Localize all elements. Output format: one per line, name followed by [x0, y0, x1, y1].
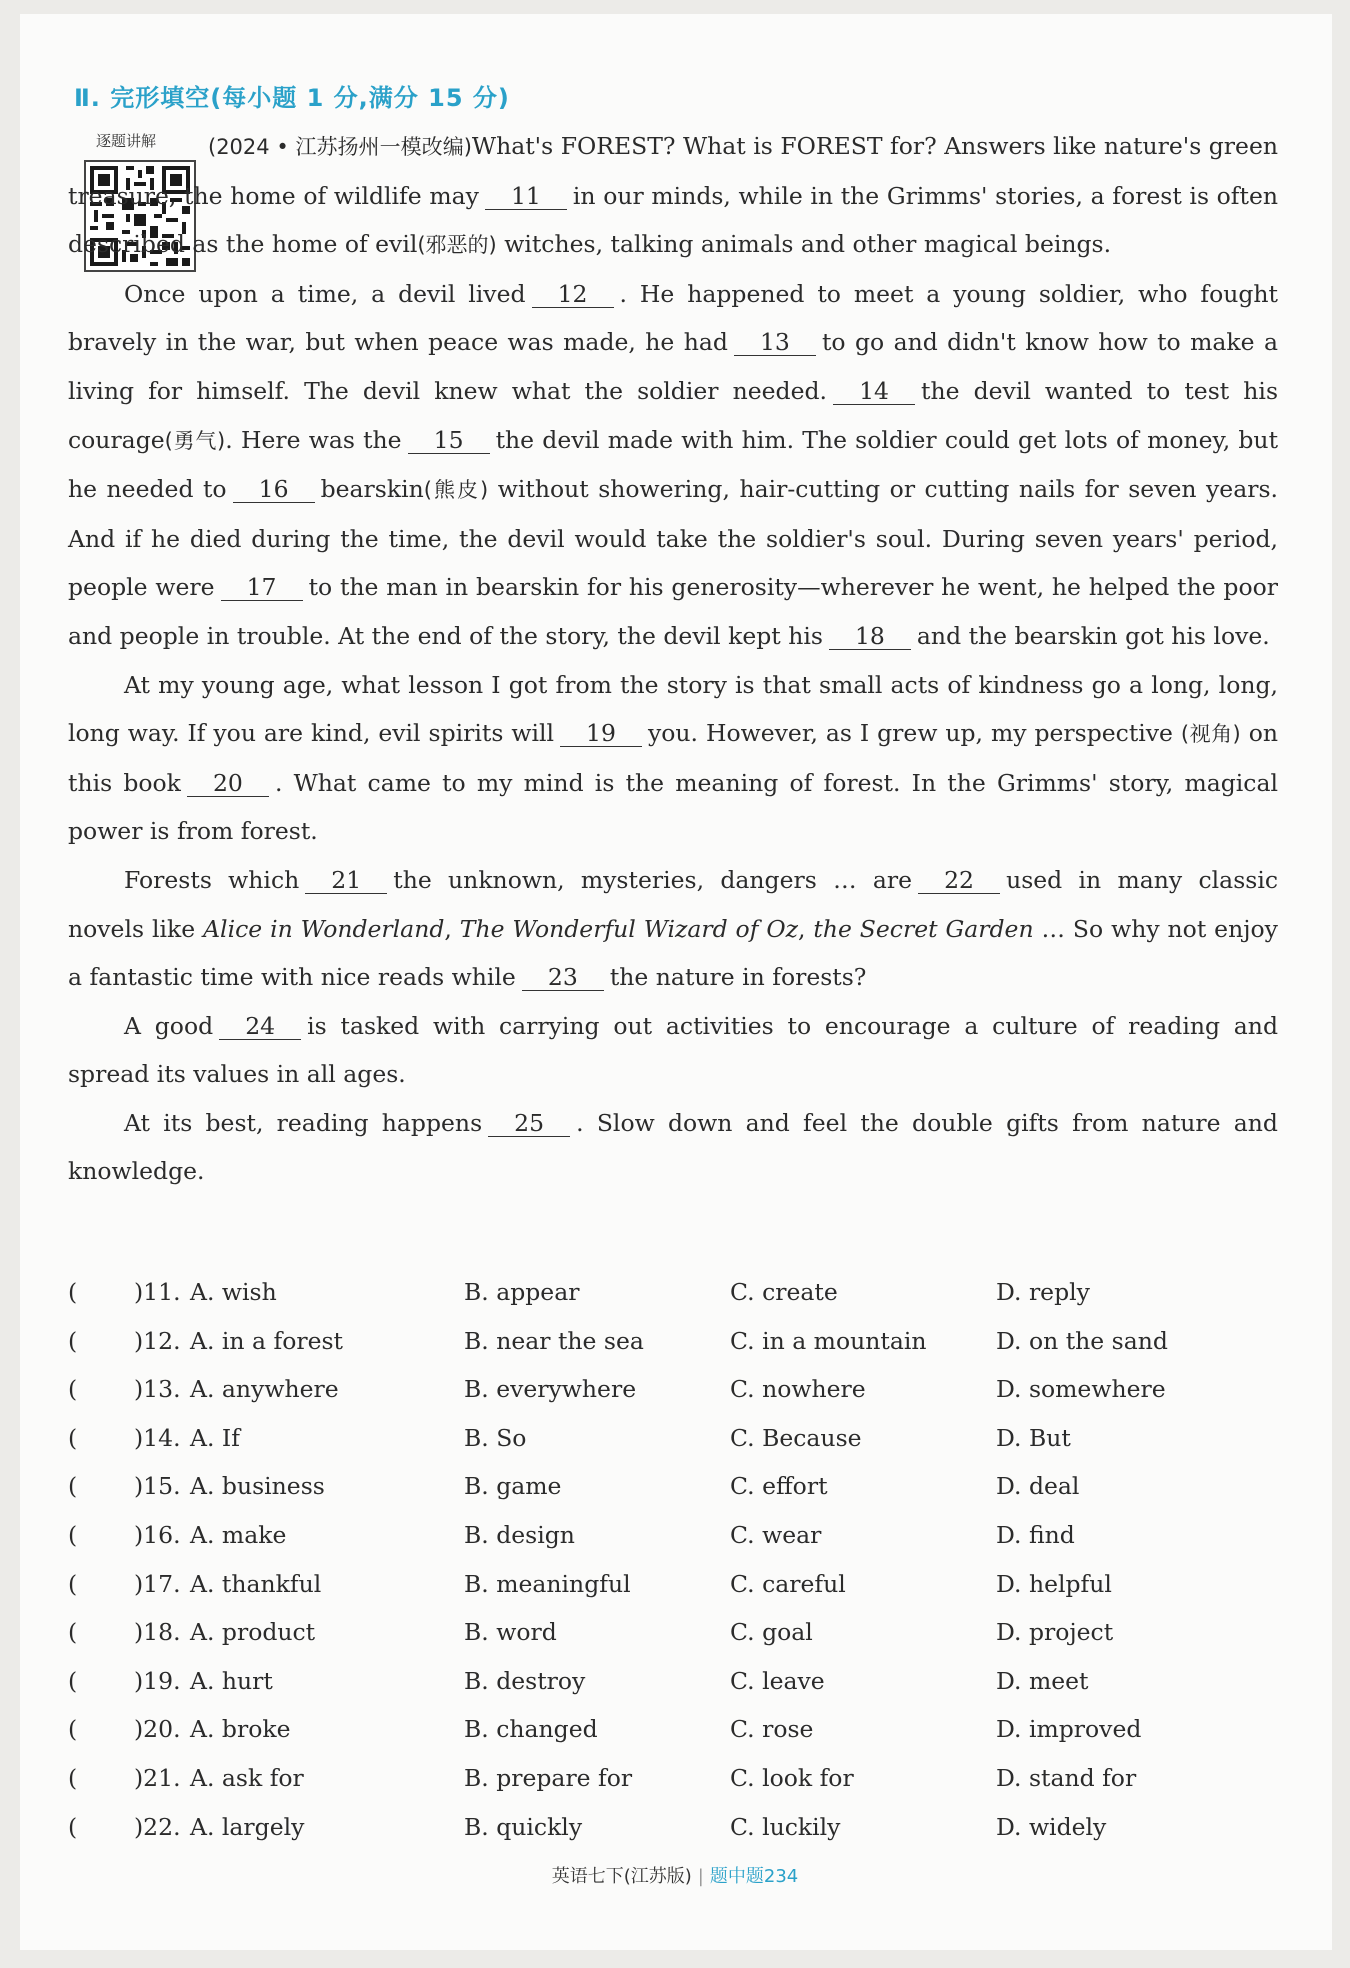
question-number: )21.	[134, 1763, 181, 1792]
option-d[interactable]: D. meet	[996, 1666, 1089, 1695]
answer-paren[interactable]: (	[68, 1618, 78, 1647]
option-a[interactable]: A. business	[190, 1472, 325, 1501]
option-b[interactable]: B. word	[464, 1618, 557, 1647]
text-segment: A good	[124, 1011, 214, 1040]
option-a[interactable]: A. hurt	[190, 1666, 273, 1695]
text-segment: What's FOREST? What is FOREST for? Answers like nature's green treasure, the home of wildlife may	[68, 132, 1278, 210]
option-d[interactable]: D. widely	[996, 1812, 1107, 1841]
option-c[interactable]: C. Because	[730, 1423, 862, 1452]
question-number: )12.	[134, 1326, 181, 1355]
option-row-12	[68, 1327, 1288, 1376]
text-segment: the devil made with him. The soldier could get lots of money, but he needed to	[68, 425, 1279, 504]
text-segment: the nature in forests?	[609, 963, 867, 992]
question-number: )16.	[134, 1520, 181, 1549]
paragraph-3	[68, 661, 1278, 856]
blank-12[interactable]: 12	[532, 281, 614, 308]
text-segment: you. However, as I grew up, my perspective	[648, 719, 1173, 748]
text-segment: in our minds, while in the Grimms' stories, a forest is often described as the home of evil	[68, 181, 1278, 259]
option-b[interactable]: B. prepare for	[464, 1763, 633, 1792]
option-b[interactable]: B. quickly	[464, 1812, 583, 1841]
text-segment: the devil wanted to test his courage	[68, 376, 1279, 454]
blank-18[interactable]: 18	[829, 623, 911, 650]
question-number: )14.	[134, 1423, 181, 1452]
option-a[interactable]: A. largely	[190, 1812, 305, 1841]
option-b[interactable]: B. game	[464, 1472, 562, 1501]
paragraph-2	[68, 270, 1278, 661]
option-row-11	[68, 1278, 1288, 1327]
option-b[interactable]: B. destroy	[464, 1666, 586, 1695]
option-b[interactable]: B. design	[464, 1520, 575, 1549]
option-d[interactable]: D. stand for	[996, 1763, 1137, 1792]
option-c[interactable]: C. luckily	[730, 1812, 841, 1841]
answer-paren[interactable]: (	[68, 1472, 78, 1501]
book-title: Alice in Wonderland	[203, 914, 445, 943]
paragraph-6	[68, 1099, 1278, 1196]
option-a[interactable]: A. anywhere	[190, 1375, 339, 1404]
chinese-gloss: (邪恶的)	[417, 233, 497, 258]
option-b[interactable]: B. everywhere	[464, 1375, 637, 1404]
blank-23[interactable]: 23	[522, 964, 604, 991]
paragraph-4	[68, 856, 1278, 1002]
question-number: )13.	[134, 1375, 181, 1404]
footer-separator: |	[697, 1866, 704, 1887]
text-segment: . He happened to meet a young soldier, who fought bravely in the war, but when peace was made, he had	[68, 279, 1278, 357]
question-number: )18.	[134, 1618, 181, 1647]
text-segment: the unknown, mysteries, dangers … are	[393, 865, 913, 894]
question-number: )17.	[134, 1569, 181, 1598]
option-a[interactable]: A. If	[190, 1423, 240, 1452]
text-segment: on this book	[68, 719, 1278, 797]
option-a[interactable]: A. thankful	[190, 1569, 322, 1598]
option-a[interactable]: A. product	[190, 1618, 316, 1647]
blank-24[interactable]: 24	[219, 1013, 301, 1040]
blank-16[interactable]: 16	[233, 476, 315, 503]
answer-options	[68, 1278, 1288, 1861]
option-a[interactable]: A. in a forest	[190, 1326, 344, 1355]
answer-paren[interactable]: (	[68, 1326, 78, 1355]
option-row-20	[68, 1715, 1288, 1764]
option-b[interactable]: B. changed	[464, 1715, 598, 1744]
text-segment: . Here was the	[225, 425, 402, 454]
option-d[interactable]: D. find	[996, 1520, 1075, 1549]
option-row-16	[68, 1521, 1288, 1570]
question-number: )22.	[134, 1812, 181, 1841]
question-number: )15.	[134, 1472, 181, 1501]
option-a[interactable]: A. wish	[190, 1278, 277, 1306]
option-d[interactable]: D. But	[996, 1423, 1071, 1452]
option-row-22	[68, 1813, 1288, 1862]
option-c[interactable]: C. rose	[730, 1715, 814, 1744]
book-title: the Secret Garden	[813, 914, 1034, 943]
source-note: (2024 • 江苏扬州一模改编)	[208, 135, 472, 159]
answer-paren[interactable]: (	[68, 1278, 78, 1306]
option-c[interactable]: C. effort	[730, 1472, 828, 1501]
option-d[interactable]: D. somewhere	[996, 1375, 1166, 1404]
qr-label: 逐题讲解	[96, 132, 157, 150]
option-row-14	[68, 1424, 1288, 1473]
option-a[interactable]: A. ask for	[190, 1763, 304, 1792]
blank-13[interactable]: 13	[734, 329, 816, 356]
answer-paren[interactable]: (	[68, 1520, 78, 1549]
text-segment: . Slow down and feel the double gifts from nature and knowledge.	[68, 1108, 1278, 1186]
option-b[interactable]: B. appear	[464, 1278, 580, 1306]
blank-22[interactable]: 22	[918, 867, 1000, 894]
answer-paren[interactable]: (	[68, 1569, 78, 1598]
option-c[interactable]: C. wear	[730, 1520, 822, 1549]
option-d[interactable]: D. on the sand	[996, 1326, 1168, 1355]
option-d[interactable]: D. improved	[996, 1715, 1142, 1744]
text-segment: without showering, hair-cutting or cutting nails for seven years. And if he died during the time, the devil would take the soldier's soul. During seven years' period, people were	[68, 475, 1278, 602]
answer-paren[interactable]: (	[68, 1812, 78, 1841]
option-row-15	[68, 1472, 1288, 1521]
option-c[interactable]: C. look for	[730, 1763, 854, 1792]
text-segment: … So why not enjoy a fantastic time with nice reads while	[68, 914, 1278, 992]
answer-paren[interactable]: (	[68, 1423, 78, 1452]
text-segment: witches, talking animals and other magical beings.	[504, 230, 1112, 259]
text-segment: At its best, reading happens	[124, 1108, 483, 1137]
option-b[interactable]: B. near the sea	[464, 1326, 644, 1355]
text-segment: to the man in bearskin for his generosity—wherever he went, he helped the poor and people in trouble. At the end of the story, the devil kept his	[68, 573, 1279, 650]
question-number: )20.	[134, 1715, 181, 1744]
answer-paren[interactable]: (	[68, 1666, 78, 1695]
blank-15[interactable]: 15	[408, 427, 490, 454]
book-title: The Wonderful Wizard of Oz	[459, 914, 798, 943]
option-c[interactable]: C. in a mountain	[730, 1326, 927, 1355]
option-b[interactable]: B. So	[464, 1423, 527, 1452]
option-row-18	[68, 1618, 1288, 1667]
blank-11[interactable]: 11	[485, 183, 567, 210]
option-row-17	[68, 1570, 1288, 1619]
blank-20[interactable]: 20	[187, 770, 269, 797]
text-segment: and the bearskin got his love.	[916, 621, 1270, 650]
option-d[interactable]: D. reply	[996, 1278, 1090, 1306]
blank-17[interactable]: 17	[221, 574, 303, 601]
series-name: 题中题	[709, 1866, 764, 1887]
text-segment: ,	[444, 914, 452, 943]
text-segment: used in many classic novels like	[68, 865, 1278, 943]
text-segment: is tasked with carrying out activities to encourage a culture of reading and spread its values in all ages.	[68, 1011, 1278, 1089]
option-d[interactable]: D. helpful	[996, 1569, 1112, 1598]
option-row-13	[68, 1375, 1288, 1424]
paragraph-1	[68, 122, 1278, 270]
option-b[interactable]: B. meaningful	[464, 1569, 631, 1598]
text-segment: Once upon a time, a devil lived	[124, 279, 526, 308]
blank-19[interactable]: 19	[560, 720, 642, 747]
section-title: Ⅱ. 完形填空(每小题 1 分,满分 15 分)	[74, 84, 510, 112]
text-segment: At my young age, what lesson I got from the story is that small acts of kindness go a long, long, long way. If you are kind, evil spirits will	[68, 670, 1278, 748]
question-number: )19.	[134, 1666, 181, 1695]
option-a[interactable]: A. make	[190, 1520, 287, 1549]
book-title: 英语七下(江苏版)	[551, 1866, 692, 1887]
text-segment: ,	[797, 914, 806, 943]
option-c[interactable]: C. create	[730, 1278, 838, 1306]
question-number: )11.	[134, 1278, 181, 1306]
paragraph-5	[68, 1002, 1278, 1099]
text-segment: Forests which	[124, 865, 300, 894]
option-d[interactable]: D. deal	[996, 1472, 1080, 1501]
option-c[interactable]: C. leave	[730, 1666, 825, 1695]
option-c[interactable]: C. careful	[730, 1569, 846, 1598]
option-c[interactable]: C. nowhere	[730, 1375, 866, 1404]
option-row-21	[68, 1764, 1288, 1813]
chinese-gloss: (视角)	[1180, 722, 1241, 747]
answer-paren[interactable]: (	[68, 1375, 78, 1404]
option-a[interactable]: A. broke	[190, 1715, 291, 1744]
chinese-gloss: (熊皮)	[423, 478, 489, 503]
page-footer	[0, 1862, 1350, 1888]
option-c[interactable]: C. goal	[730, 1618, 813, 1647]
text-segment: to go and didn't know how to make a living for himself. The devil knew what the soldier needed.	[68, 328, 1279, 405]
blank-14[interactable]: 14	[833, 378, 915, 405]
chinese-gloss: (勇气)	[164, 428, 226, 453]
text-segment: . What came to my mind is the meaning of forest. In the Grimms' story, magical power is from forest.	[68, 768, 1278, 846]
option-d[interactable]: D. project	[996, 1618, 1114, 1647]
text-segment: bearskin	[320, 475, 424, 504]
option-row-19	[68, 1667, 1288, 1716]
answer-paren[interactable]: (	[68, 1715, 78, 1744]
blank-25[interactable]: 25	[488, 1110, 570, 1137]
answer-paren[interactable]: (	[68, 1763, 78, 1792]
cloze-passage	[68, 122, 1278, 1196]
blank-21[interactable]: 21	[305, 867, 387, 894]
page-number: 234	[763, 1866, 799, 1887]
